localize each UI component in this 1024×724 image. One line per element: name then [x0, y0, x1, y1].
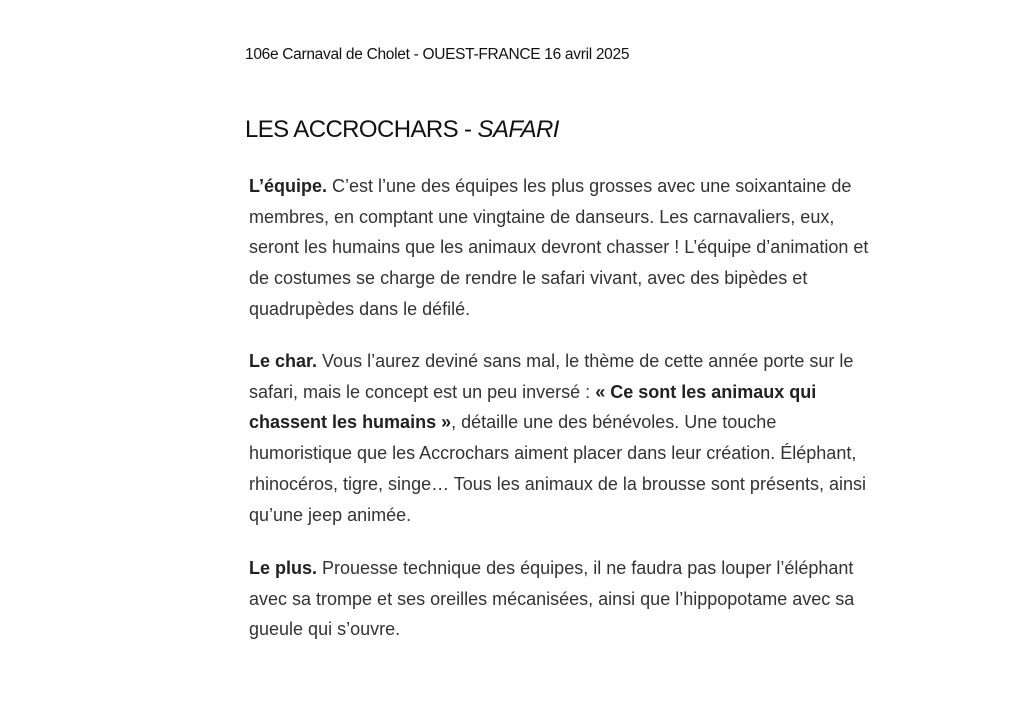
text-line [249, 553, 969, 584]
article-title [245, 116, 559, 144]
text-line: de costumes se charge de rendre le safari vivant, avec des bipèdes et [249, 268, 808, 289]
title-main: LES ACCROCHARS - [245, 116, 478, 143]
text-run: C’est l’une des équipes les plus grosses avec une soixantaine de [327, 176, 852, 196]
paragraph-lead: L’équipe. [249, 176, 328, 196]
quote-bold: « Ce sont les animaux qui [595, 381, 817, 402]
text-line: rhinocéros, tigre, singe… Tous les animaux de la brousse sont présents, ainsi [249, 473, 866, 494]
paragraph-equipe [249, 171, 969, 325]
text-line [249, 346, 969, 377]
text-line [249, 171, 969, 202]
text-line: gueule qui s’ouvre. [249, 619, 401, 640]
text-line: membres, en comptant une vingtaine de danseurs. Les carnavaliers, eux, [249, 206, 835, 227]
text-run: , détaille une des bénévoles. Une touche [451, 412, 777, 433]
quote-bold: chassent les humains » [249, 412, 452, 433]
text-line [249, 407, 969, 438]
text-line: avec sa trompe et ses oreilles mécanisées, ainsi que l’hippopotame avec sa [249, 588, 855, 609]
text-run: Vous l’aurez deviné sans mal, le thème de cette année porte sur le [317, 351, 854, 371]
paragraph-char [249, 346, 969, 530]
text-run: Prouesse technique des équipes, il ne faudra pas louper l’éléphant [317, 558, 854, 578]
text-line: qu’une jeep animée. [249, 504, 412, 525]
text-line: seront les humains que les animaux devront chasser ! L’équipe d’animation et [249, 237, 869, 258]
text-line: quadrupèdes dans le défilé. [249, 298, 471, 319]
source-header: 106e Carnaval de Cholet - OUEST-FRANCE 16 avril 2025 [245, 46, 630, 63]
paragraph-lead: Le plus. [249, 558, 318, 578]
title-italic: SAFARI [477, 116, 559, 143]
text-line [249, 377, 969, 408]
paragraph-lead: Le char. [249, 351, 318, 371]
text-run: safari, mais le concept est un peu inversé : [249, 381, 596, 402]
text-line: humoristique que les Accrochars aiment placer dans leur création. Éléphant, [249, 443, 857, 464]
paragraph-plus [249, 553, 969, 645]
